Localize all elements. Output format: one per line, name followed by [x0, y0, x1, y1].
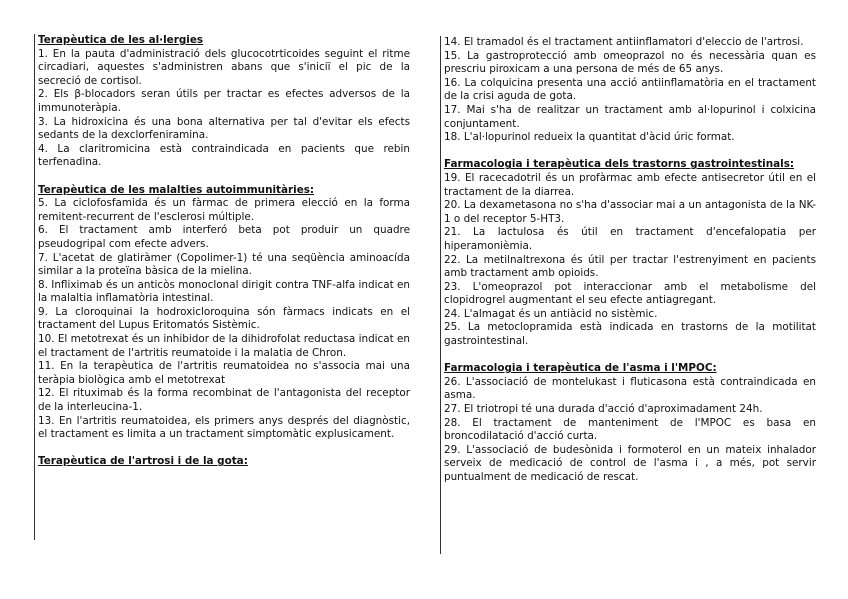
- question-item: 6. El tractament amb interferó beta pot produir un quadre pseudogripal com efecte advers.: [38, 224, 410, 250]
- question-item: 20. La dexametasona no s'ha d'associar mai a un antagonista de la NK-1 o del receptor 5-HT3.: [444, 199, 816, 225]
- question-item: 23. L'omeoprazol pot interaccionar amb el metabolisme del clopidrogrel augmentant el seu efecte antiagregant.: [444, 280, 816, 307]
- question-item: 3. La hidroxicina és una bona alternativa per tal d'evitar els efects sedants de la dexclorfeniramina.: [38, 115, 410, 142]
- section-heading: Farmacologia i terapèutica de l'asma i l'MPOC:: [444, 362, 717, 375]
- question-item: 28. El tractament de manteniment de l'MPOC es basa en broncodilatació d'acció curta.: [444, 416, 816, 443]
- question-item: 24. L'almagat és un antiàcid no sistèmic.: [444, 307, 658, 320]
- left-column: [34, 34, 410, 540]
- question-item: 21. La lactulosa és útil en tractament d'encefalopatia per hiperamonièmia.: [444, 226, 816, 252]
- question-item: 11. En la terapèutica de l'artritis reumatoidea no s'associa mai una teràpia biològica amb el metotrexat: [38, 360, 410, 386]
- question-item: 16. La colquicina presenta una acció antiinflamatòria en el tractament de la crisi aguda de gota.: [444, 76, 816, 103]
- right-column: [440, 36, 816, 554]
- question-item: 10. El metotrexat és un inhibidor de la dihidrofolat reductasa indicat en el tractament de l'artritis reumatoide i la malatia de Chron.: [38, 333, 410, 359]
- section-heading: Farmacologia i terapèutica dels trastorns gastrointestinals:: [444, 158, 795, 171]
- question-item: 9. La cloroquinai la hodroxicloroquina són fàrmacs indicats en el tractament del Lupus Eritomatós Sistèmic.: [38, 305, 410, 332]
- section-heading: Terapèutica de l'artrosi i de la gota:: [38, 455, 248, 468]
- question-item: 18. L'al·lopurinol redueix la quantitat d'àcid úric format.: [444, 131, 735, 144]
- question-item: 7. L'acetat de glatiràmer (Copolimer-1) té una seqüència aminoacída similar a la proteïna bàsica de la mielina.: [38, 251, 410, 278]
- question-item: 2. Els β-blocadors seran útils per tractar es efectes adversos de la immunoteràpia.: [38, 88, 410, 114]
- question-item: 17. Mai s'ha de realitzar un tractament amb al·lopurinol i colxicina conjuntament.: [444, 103, 816, 130]
- question-item: 12. El rituximab és la forma recombinat de l'antagonista del receptor de la interleucina-1.: [38, 387, 410, 414]
- question-item: 13. En l'artritis reumatoidea, els primers anys després del diagnòstic, el tractament es limita a un tractament simptomàtic explusicament.: [38, 414, 410, 441]
- question-item: 5. La ciclofosfamida és un fàrmac de primera elecció en la forma remitent-recurrent de l'esclerosi múltiple.: [38, 197, 410, 223]
- question-item: 27. El triotropi té una durada d'acció d'aproximadament 24h.: [444, 403, 763, 416]
- question-item: 15. La gastroprotecció amb omeoprazol no és necessària quan es prescriu piroxicam a una persona de més de 65 anys.: [444, 49, 816, 76]
- question-item: 25. La metoclopramida està indicada en trastorns de la motilitat gastrointestinal.: [444, 321, 816, 348]
- question-item: 19. El racecadotril és un profàrmac amb efecte antisecretor útil en el tractament de la diarrea.: [444, 171, 816, 198]
- question-item: 1. En la pauta d'administració dels glucocotrticoides seguint el ritme circadiari, aquestes s'administren abans que s'iniciï el pic de la secreció de cortisol.: [38, 47, 410, 87]
- section-heading: Terapèutica de les malalties autoimmunitàries:: [38, 183, 315, 196]
- question-item: 22. La metilnaltrexona és útil per tractar l'estrenyiment en pacients amb tractament amb opioids.: [444, 253, 816, 280]
- question-item: 26. L'associació de montelukast i fluticasona està contraindicada en asma.: [444, 375, 816, 402]
- question-item: 8. Infliximab és un anticòs monoclonal dirigit contra TNF-alfa indicat en la malaltia inflamatòria intestinal.: [38, 278, 410, 305]
- question-item: 29. L'associació de budesònida i formoterol en un mateix inhalador serveix de medicació de control de l'asma i , a més, pot servir puntualment de medicació de rescat.: [444, 443, 816, 483]
- section-heading: Terapèutica de les al·lergies: [38, 34, 204, 46]
- question-item: 14. El tramadol és el tractament antiinflamatori d'eleccio de l'artrosi.: [444, 36, 804, 48]
- question-item: 4. La claritromicina està contraindicada en pacients que rebin terfenadina.: [38, 142, 410, 169]
